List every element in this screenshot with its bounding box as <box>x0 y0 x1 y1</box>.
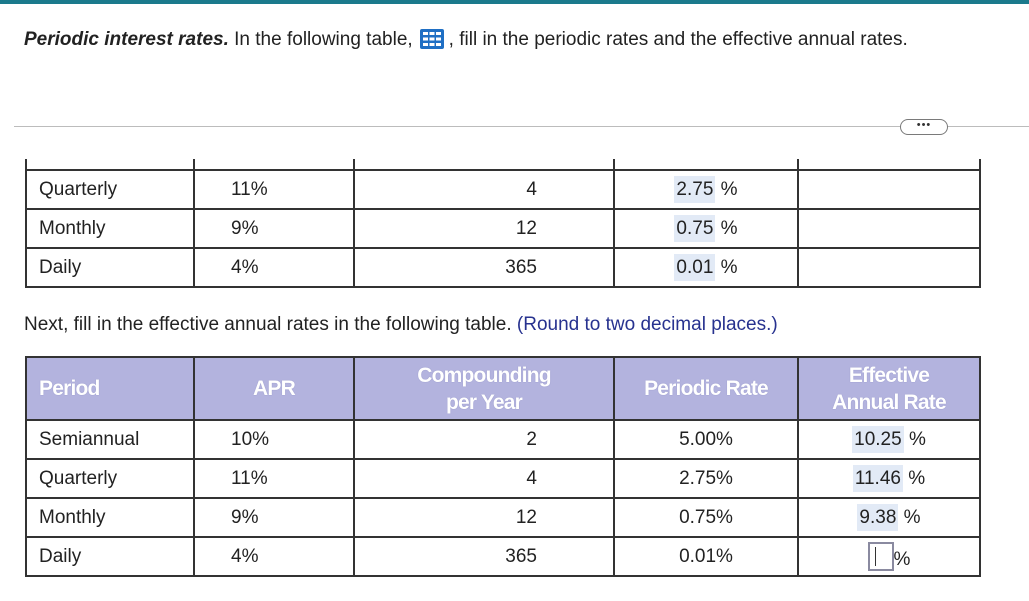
instruction-main: Next, fill in the effective annual rates in the following table. <box>24 314 512 335</box>
apr-cell: 4% <box>194 537 354 576</box>
periodic-rate-cell <box>614 248 798 287</box>
table-row <box>26 498 980 537</box>
empty-cell <box>798 209 980 248</box>
period-cell: Daily <box>26 537 194 576</box>
apr-cell: 11% <box>194 459 354 498</box>
periodic-rate-cell: 0.75% <box>614 498 798 537</box>
percent-unit: % <box>720 217 738 239</box>
apr-cell: 9% <box>194 498 354 537</box>
header-apr: APR <box>194 357 354 420</box>
effective-rate-cell <box>798 459 980 498</box>
header-effective-rate: Effective Annual Rate <box>798 357 980 420</box>
instruction-text <box>24 314 778 336</box>
compounding-cell: 12 <box>354 209 614 248</box>
periodic-rate-answer[interactable]: 0.75 <box>674 215 715 242</box>
compounding-cell: 12 <box>354 498 614 537</box>
compounding-cell: 365 <box>354 537 614 576</box>
periodic-rate-answer[interactable]: 2.75 <box>674 176 715 203</box>
effective-rate-input[interactable] <box>868 542 894 571</box>
apr-cell: 10% <box>194 420 354 459</box>
effective-rate-cell <box>798 537 980 576</box>
period-cell: Semiannual <box>26 420 194 459</box>
apr-cell: 9% <box>194 209 354 248</box>
table-row <box>26 170 980 209</box>
table-row-cut-off <box>26 159 980 170</box>
effective-rate-answer[interactable]: 11.46 <box>853 465 903 492</box>
percent-unit: % <box>720 256 738 278</box>
table-row <box>26 459 980 498</box>
percent-unit: % <box>893 549 911 570</box>
period-cell: Monthly <box>26 209 194 248</box>
apr-cell: 11% <box>194 170 354 209</box>
compounding-cell: 4 <box>354 459 614 498</box>
percent-unit: % <box>903 506 921 528</box>
question-title: Periodic interest rates. <box>24 29 229 50</box>
effective-rate-cell <box>798 420 980 459</box>
header-periodic-rate: Periodic Rate <box>614 357 798 420</box>
effective-rate-answer[interactable]: 9.38 <box>857 504 898 531</box>
periodic-rate-answer[interactable]: 0.01 <box>674 254 715 281</box>
table-header-row <box>26 357 980 420</box>
table-row <box>26 420 980 459</box>
periodic-rate-table <box>25 159 981 288</box>
rounding-note: (Round to two decimal places.) <box>516 314 778 335</box>
compounding-cell: 365 <box>354 248 614 287</box>
table-row <box>26 209 980 248</box>
table-row <box>26 248 980 287</box>
percent-unit: % <box>908 467 926 489</box>
question-prompt <box>24 28 908 51</box>
header-compounding: Compounding per Year <box>354 357 614 420</box>
more-options-button[interactable]: ••• <box>900 119 948 135</box>
periodic-rate-cell: 2.75% <box>614 459 798 498</box>
effective-rate-cell <box>798 498 980 537</box>
header-period: Period <box>26 357 194 420</box>
percent-unit: % <box>720 178 738 200</box>
effective-rate-table <box>25 356 981 577</box>
periodic-rate-cell: 5.00% <box>614 420 798 459</box>
compounding-cell: 4 <box>354 170 614 209</box>
apr-cell: 4% <box>194 248 354 287</box>
percent-unit: % <box>908 428 926 450</box>
periodic-rate-cell: 0.01% <box>614 537 798 576</box>
question-text-after: , fill in the periodic rates and the effective annual rates. <box>448 29 908 50</box>
period-cell: Quarterly <box>26 459 194 498</box>
effective-rate-answer[interactable]: 10.25 <box>852 426 904 453</box>
period-cell: Monthly <box>26 498 194 537</box>
empty-cell <box>798 170 980 209</box>
question-text-before: In the following table, <box>234 29 413 50</box>
top-accent-bar <box>0 0 1029 4</box>
period-cell: Daily <box>26 248 194 287</box>
compounding-cell: 2 <box>354 420 614 459</box>
table-row <box>26 537 980 576</box>
periodic-rate-cell <box>614 170 798 209</box>
period-cell: Quarterly <box>26 170 194 209</box>
section-divider <box>14 126 1029 127</box>
table-grid-icon[interactable] <box>419 28 445 50</box>
empty-cell <box>798 248 980 287</box>
periodic-rate-cell <box>614 209 798 248</box>
